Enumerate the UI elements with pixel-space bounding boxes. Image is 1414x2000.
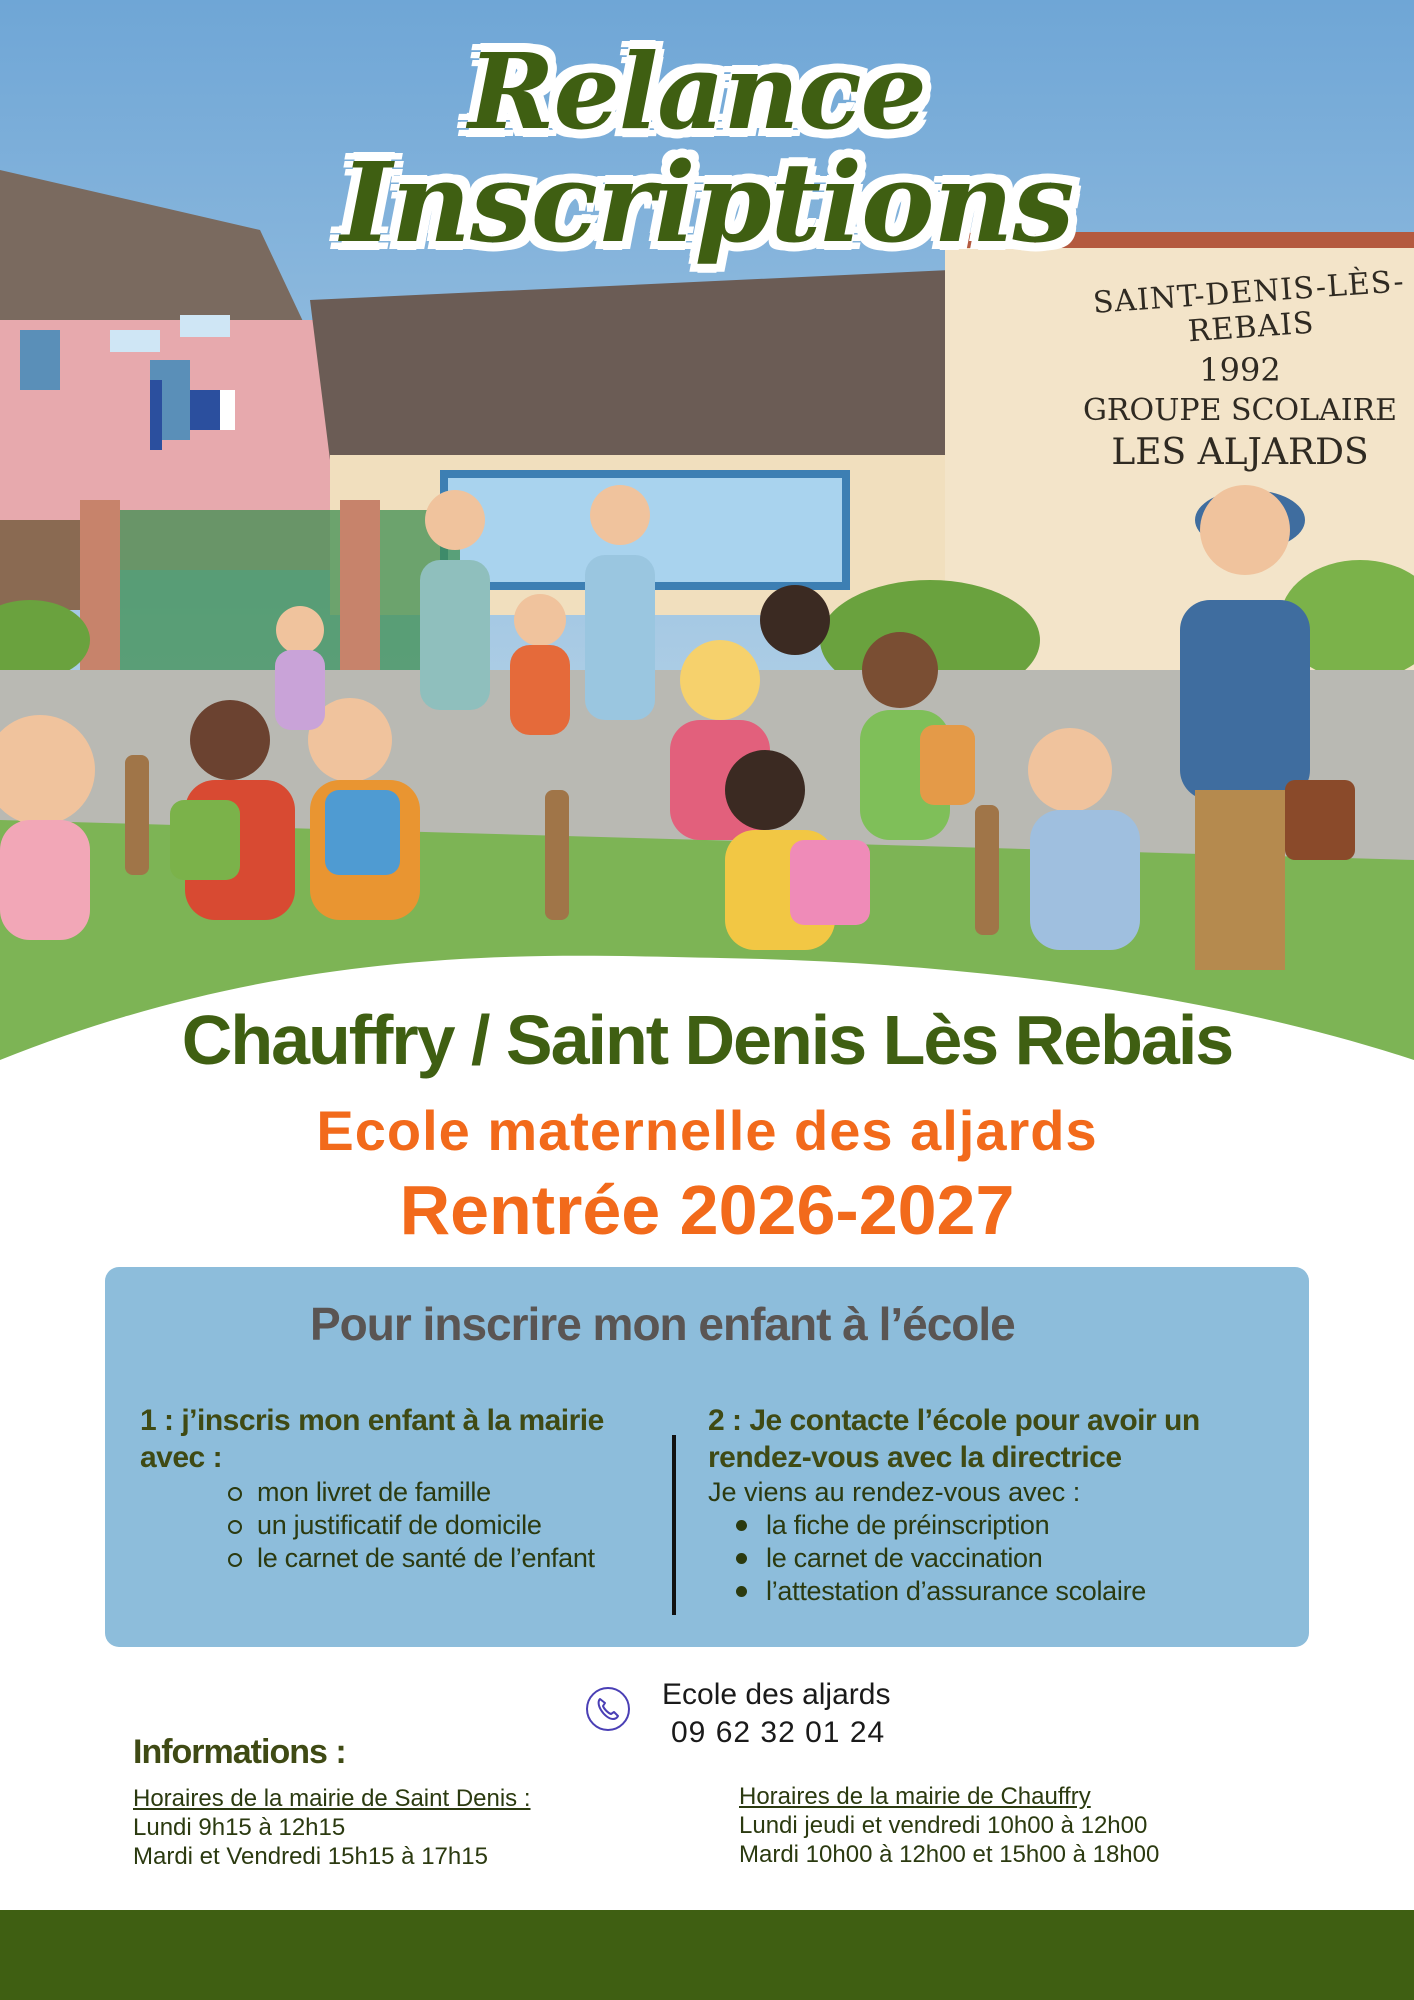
hours-line: Lundi 9h15 à 12h15 — [133, 1814, 346, 1841]
list-item — [708, 1509, 1288, 1542]
list-item — [140, 1476, 660, 1509]
wall-sign-group: GROUPE SCOLAIRE — [1082, 393, 1398, 428]
hours-line: Mardi et Vendredi 15h15 à 17h15 — [133, 1843, 488, 1870]
hours-line: Mardi 10h00 à 12h00 et 15h00 à 18h00 — [739, 1841, 1160, 1868]
circle-bullet-icon — [228, 1520, 242, 1534]
step1-list — [140, 1476, 660, 1575]
column-divider — [672, 1435, 676, 1615]
wall-sign-name: LES ALJARDS — [1111, 432, 1369, 473]
list-item-text: le carnet de santé de l’enfant — [257, 1543, 595, 1573]
poster-title — [0, 30, 1414, 267]
contact-name: Ecole des aljards — [662, 1678, 891, 1711]
title-line-inscriptions: Inscriptions — [340, 138, 1074, 267]
saint-denis-hours-heading: Horaires de la mairie de Saint Denis : — [133, 1785, 531, 1812]
dot-bullet-icon — [736, 1586, 747, 1597]
list-item — [708, 1575, 1288, 1608]
chauffry-hours — [739, 1782, 1159, 1869]
list-item — [708, 1542, 1288, 1575]
panel-title: Pour inscrire mon enfant à l’école — [310, 1298, 1015, 1350]
contact-phone[interactable]: 09 62 32 01 24 — [671, 1716, 886, 1749]
dot-bullet-icon — [736, 1553, 747, 1564]
list-item-text: un justificatif de domicile — [257, 1510, 542, 1540]
step1-column — [140, 1402, 660, 1575]
list-item — [140, 1542, 660, 1575]
step2-intro: Je viens au rendez-vous avec : — [708, 1477, 1081, 1507]
list-item-text: l’attestation d’assurance scolaire — [766, 1576, 1147, 1606]
list-item-text: le carnet de vaccination — [766, 1543, 1043, 1573]
title-line-relance: Relance — [468, 30, 926, 153]
enrollment-panel — [105, 1267, 1309, 1647]
dot-bullet-icon — [736, 1520, 747, 1531]
list-item — [140, 1509, 660, 1542]
wall-sign — [1060, 264, 1414, 473]
footer-band — [0, 1910, 1414, 2000]
school-heading: Ecole maternelle des aljards — [316, 1099, 1098, 1162]
year-heading: Rentrée 2026-2027 — [399, 1171, 1015, 1249]
wall-sign-town: SAINT-DENIS-LÈS-REBAIS — [1091, 264, 1406, 350]
chauffry-hours-heading: Horaires de la mairie de Chauffry — [739, 1783, 1091, 1810]
step1-title: 1 : j’inscris mon enfant à la mairie avec : — [140, 1404, 604, 1474]
informations-title: Informations : — [133, 1733, 346, 1771]
step2-title: 2 : Je contacte l’école pour avoir un rendez-vous avec la directrice — [708, 1404, 1200, 1474]
circle-bullet-icon — [228, 1553, 242, 1567]
step2-list — [708, 1509, 1288, 1608]
list-item-text: la fiche de préinscription — [766, 1510, 1050, 1540]
circle-bullet-icon — [228, 1487, 242, 1501]
hours-line: Lundi jeudi et vendredi 10h00 à 12h00 — [739, 1812, 1148, 1839]
list-item-text: mon livret de famille — [257, 1477, 491, 1507]
phone-icon — [585, 1686, 631, 1732]
wall-sign-year: 1992 — [1199, 351, 1281, 389]
commune-heading: Chauffry / Saint Denis Lès Rebais — [181, 1001, 1233, 1079]
step2-column — [708, 1402, 1288, 1608]
saint-denis-hours — [133, 1784, 531, 1871]
